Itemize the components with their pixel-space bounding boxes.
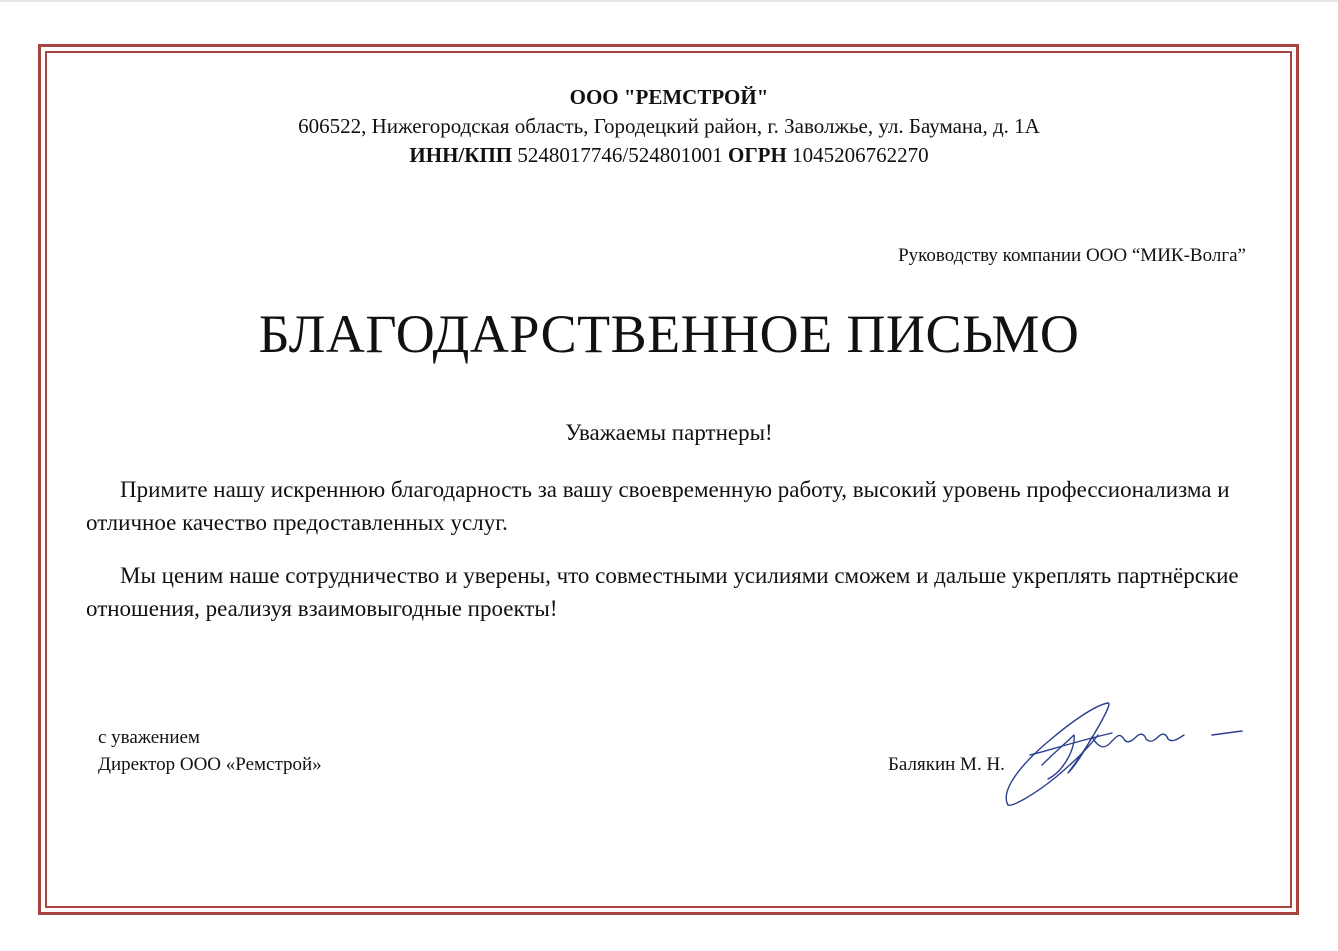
- recipient-line: Руководству компании ООО “МИК-Волга”: [898, 245, 1246, 266]
- signer-position: Директор ООО «Ремстрой»: [98, 754, 322, 775]
- greeting: Уважаемы партнеры!: [565, 420, 773, 445]
- closing-regards: с уважением: [98, 727, 200, 748]
- company-registration-ids: [0, 143, 1338, 168]
- body-paragraph-2: Мы ценим наше сотрудничество и уверены, что совместными усилиями сможем и дальше укреплять партнёрские отношения, реализуя взаимовыгодные проекты!: [86, 563, 1239, 621]
- inn-kpp-value: 5248017746/524801001: [517, 143, 723, 167]
- company-name: ООО "РЕМСТРОЙ": [569, 85, 769, 109]
- ogrn-label: ОГРН: [727, 143, 787, 167]
- signer-name: Балякин М. Н.: [888, 754, 1005, 775]
- company-address: 606522, Нижегородская область, Городецкий район, г. Заволжье, ул. Баумана, д. 1А: [298, 114, 1040, 138]
- letter-title: БЛАГОДАРСТВЕННОЕ ПИСЬМО: [258, 304, 1080, 364]
- inn-kpp-label: ИНН/КПП: [409, 143, 513, 167]
- handwritten-signature: [990, 695, 1250, 815]
- page-top-edge: [0, 0, 1338, 2]
- ogrn-value: 1045206762270: [792, 143, 929, 167]
- body-paragraph-1: Примите нашу искреннюю благодарность за вашу своевременную работу, высокий уровень профессионализма и отличное качество предоставленных услуг.: [86, 477, 1230, 535]
